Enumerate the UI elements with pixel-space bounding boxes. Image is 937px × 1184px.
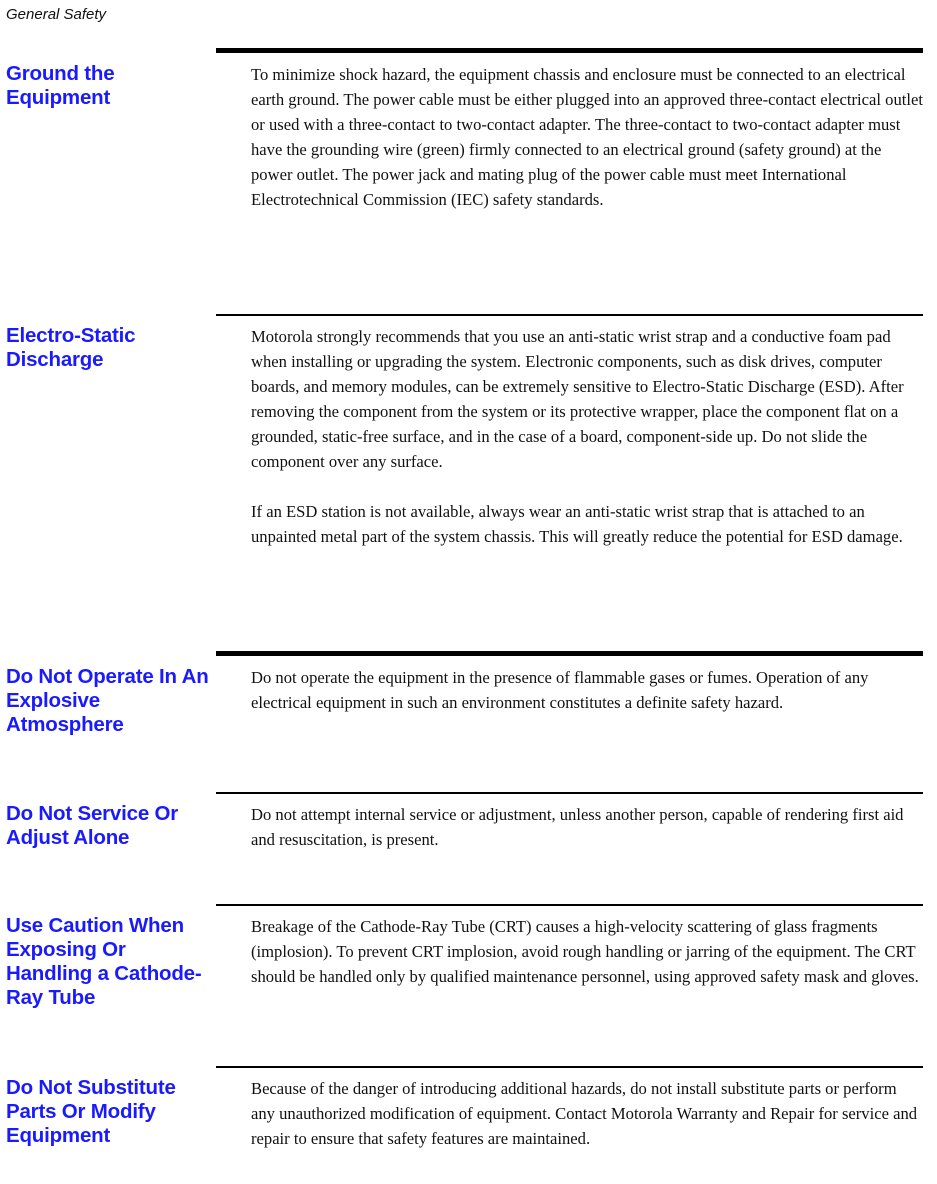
section-body-crt <box>251 914 923 989</box>
section-body-ground <box>251 62 923 212</box>
paragraph: Do not attempt internal service or adjustment, unless another person, capable of rendering first aid and resuscitation, is present. <box>251 805 904 849</box>
section-body-esd <box>251 324 923 549</box>
section-body-explosive <box>251 665 923 715</box>
section-heading-ground: Ground the Equipment <box>6 62 115 109</box>
section-divider <box>216 48 923 53</box>
paragraph: To minimize shock hazard, the equipment chassis and enclosure must be connected to an electrical earth ground. The power cable must be either plugged into an approved three-contact electrical outlet or used with a three-contact to two-contact adapter. The three-contact to two-contact adapter must have the grounding wire (green) firmly connected to an electrical ground (safety ground) at the power outlet. The power jack and mating plug of the power cable must meet International Electrotechnical Commission (IEC) safety standards. <box>251 65 923 209</box>
section-divider <box>216 1066 923 1068</box>
section-divider <box>216 651 923 656</box>
section-divider <box>216 904 923 906</box>
section-heading-crt: Use Caution When Exposing Or Handling a Cathode-Ray Tube <box>6 914 202 1009</box>
section-divider <box>216 792 923 794</box>
paragraph: If an ESD station is not available, always wear an anti-static wrist strap that is attached to an unpainted metal part of the system chassis. This will greatly reduce the potential for ESD damage. <box>251 502 903 546</box>
paragraph: Breakage of the Cathode-Ray Tube (CRT) causes a high-velocity scattering of glass fragments (implosion). To prevent CRT implosion, avoid rough handling or jarring of the equipment. The CRT should be handled only by qualified maintenance personnel, using approved safety mask and gloves. <box>251 917 919 986</box>
page-header: General Safety <box>6 6 107 23</box>
paragraph: Do not operate the equipment in the presence of flammable gases or fumes. Operation of any electrical equipment in such an environment constitutes a definite safety hazard. <box>251 668 869 712</box>
section-heading-substitute: Do Not Substitute Parts Or Modify Equipment <box>6 1076 176 1147</box>
section-body-substitute <box>251 1076 923 1151</box>
section-heading-explosive: Do Not Operate In An Explosive Atmosphere <box>6 665 209 736</box>
paragraph: Because of the danger of introducing additional hazards, do not install substitute parts or perform any unauthorized modification of equipment. Contact Motorola Warranty and Repair for service and repair to ensure that safety features are maintained. <box>251 1079 918 1148</box>
section-heading-service-alone: Do Not Service Or Adjust Alone <box>6 802 179 849</box>
section-divider <box>216 314 923 316</box>
section-heading-esd: Electro-Static Discharge <box>6 324 136 371</box>
section-body-service-alone <box>251 802 923 852</box>
paragraph: Motorola strongly recommends that you use an anti-static wrist strap and a conductive foam pad when installing or upgrading the system. Electronic components, such as disk drives, computer boards, and memory modules, can be extremely sensitive to Electro-Static Discharge (ESD). After removing the component from the system or its protective wrapper, place the component flat on a grounded, static-free surface, and in the case of a board, component-side up. Do not slide the component over any surface. <box>251 327 904 471</box>
